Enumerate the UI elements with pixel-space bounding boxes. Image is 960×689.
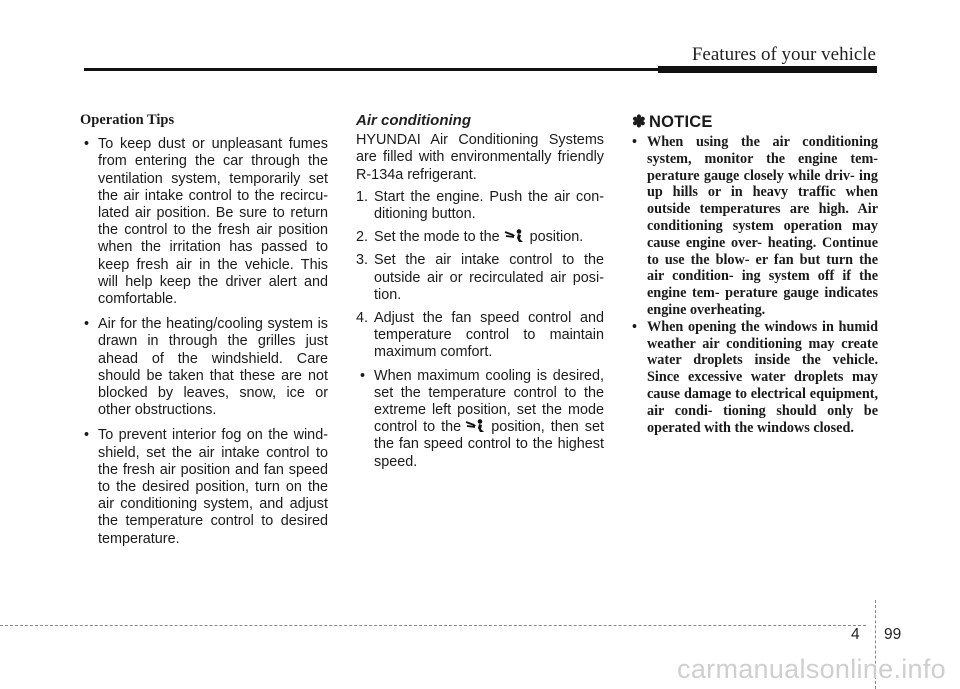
face-vent-mode-icon xyxy=(465,419,487,433)
footer-dashed-rule xyxy=(0,625,866,626)
watermark: carmanualsonline.info xyxy=(677,654,946,684)
notice-item: • When using the air conditioning system, monitor the engine tem- perature gauge closely while driv- ing up hills or in heavy traffic when outside temperatures are high. Air conditioning system operation may cause engine over- heating. Continue to use the blow- er fan but turn the air condition- ing system off if the engine tem- perature gauge indicates engine overheating. xyxy=(632,134,878,319)
step-number: 1. xyxy=(356,188,369,205)
bullet-text: When maximum cooling is desired, set the temperature control to the extreme left position, set the mode control to the xyxy=(374,367,604,436)
list-item: • To keep dust or unpleasant fumes from entering the car through the ventilation system, temporarily set the air intake control to the recircu- lated air position. Be sure to return the control to the fresh air position when the irritation has passed to keep fresh air in the vehicle. This will help keep the driver alert and comfortable. xyxy=(80,136,328,308)
list-item: • Air for the heating/cooling system is drawn in through the grilles just ahead of the windshield. Care should be taken that these are not blocked by leaves, snow, ice or other obstructions. xyxy=(80,316,328,419)
step-text: Set the mode to the xyxy=(374,229,500,246)
step-number: 4. xyxy=(356,310,369,327)
notice-title-text: NOTICE xyxy=(649,113,713,131)
list-item: • To prevent interior fog on the wind- shield, set the air intake control to the fresh air position and fan speed to the desired position, turn on the air conditioning system, and adjust the temperature control to desired temperature. xyxy=(80,427,328,547)
air-conditioning-heading: Air conditioning xyxy=(356,112,471,129)
air-conditioning-intro: HYUNDAI Air Conditioning Systems are filled with environmentally friendly R-134a refrigerant. xyxy=(356,132,604,183)
notice-column xyxy=(632,112,878,436)
face-vent-mode-icon xyxy=(504,229,526,243)
step-number: 3. xyxy=(356,252,369,269)
step-item xyxy=(356,229,604,246)
header-rule xyxy=(84,68,662,71)
notice-heading xyxy=(632,112,878,132)
step-text: Adjust the fan speed control and temperature control to maintain maximum comfort. xyxy=(374,310,604,361)
step-text-end: position. xyxy=(529,229,584,246)
step-item xyxy=(356,252,604,304)
page-number: 99 xyxy=(884,626,902,643)
list-item xyxy=(356,368,604,471)
header-rule-thick xyxy=(658,66,877,73)
step-item xyxy=(356,189,604,223)
notice-item: • When opening the windows in humid weather air conditioning may create water droplets inside the vehicle. Since excessive water droplets may cause damage to electrical equipment, air condi- tioning should only be operated with the windows closed. xyxy=(632,319,878,437)
step-text: Set the air intake control to the outside air or recirculated air posi- tion. xyxy=(374,252,604,303)
step-number: 2. xyxy=(356,229,369,246)
operation-tips-heading: Operation Tips xyxy=(80,112,175,128)
step-text: Start the engine. Push the air con- ditioning button. xyxy=(374,188,604,223)
section-header-title: Features of your vehicle xyxy=(691,44,876,65)
notice-star-icon: ✽ xyxy=(632,113,647,131)
operation-tips-column xyxy=(80,112,328,556)
chapter-number: 4 xyxy=(851,626,860,643)
bullet-text-end: position, then set the fan speed control to the highest speed. xyxy=(374,419,604,470)
step-item xyxy=(356,310,604,362)
air-conditioning-column xyxy=(356,112,604,479)
